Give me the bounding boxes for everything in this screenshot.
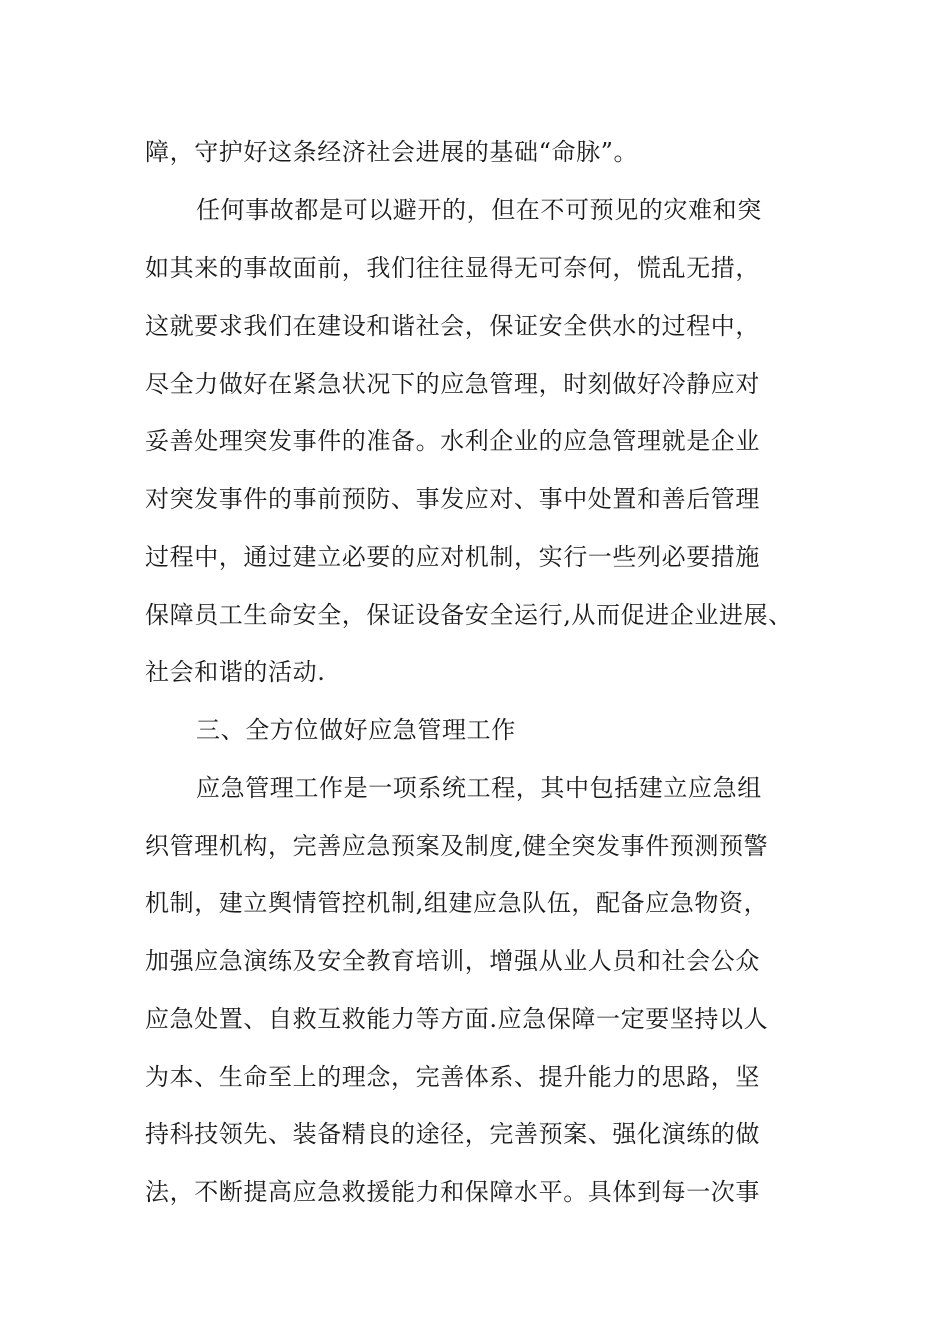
text-line-2: 任何事故都是可以避开的，但在不可预见的灾难和突 — [196, 196, 762, 224]
text-line-12: 应急管理工作是一项系统工程，其中包括建立应急组 — [196, 774, 762, 802]
text-line-15: 加强应急演练及安全教育培训，增强从业人员和社会公众 — [145, 947, 760, 975]
section-heading: 三、全方位做好应急管理工作 — [196, 716, 516, 744]
text-line-17: 为本、生命至上的理念，完善体系、提升能力的思路，坚 — [145, 1063, 760, 1091]
text-line-8: 过程中，通过建立必要的应对机制，实行一些列必要措施 — [145, 543, 760, 571]
text-line-16: 应急处置、自救互救能力等方面.应急保障一定要坚持以人 — [145, 1005, 769, 1033]
text-line-14: 机制，建立舆情管控机制,组建应急队伍，配备应急物资， — [145, 889, 769, 917]
text-line-4: 这就要求我们在建设和谐社会，保证安全供水的过程中， — [145, 312, 760, 340]
text-line-10: 社会和谐的活动. — [145, 658, 326, 686]
text-line-18: 持科技领先、装备精良的途径，完善预案、强化演练的做 — [145, 1120, 760, 1148]
text-line-13: 织管理机构，完善应急预案及制度,健全突发事件预测预警 — [145, 832, 769, 860]
text-line-9: 保障员工生命安全，保证设备安全运行,从而促进企业进展、 — [145, 601, 793, 629]
text-line-3: 如其来的事故面前，我们往往显得无可奈何，慌乱无措， — [145, 254, 760, 282]
text-line-1: 障，守护好这条经济社会进展的基础“命脉”。 — [145, 138, 639, 166]
text-line-6: 妥善处理突发事件的准备。水利企业的应急管理就是企业 — [145, 427, 760, 455]
text-line-5: 尽全力做好在紧急状况下的应急管理，时刻做好冷静应对 — [145, 370, 760, 398]
text-line-19: 法，不断提高应急救援能力和保障水平。具体到每一次事 — [145, 1178, 760, 1206]
text-line-7: 对突发事件的事前预防、事发应对、事中处置和善后管理 — [145, 485, 760, 513]
